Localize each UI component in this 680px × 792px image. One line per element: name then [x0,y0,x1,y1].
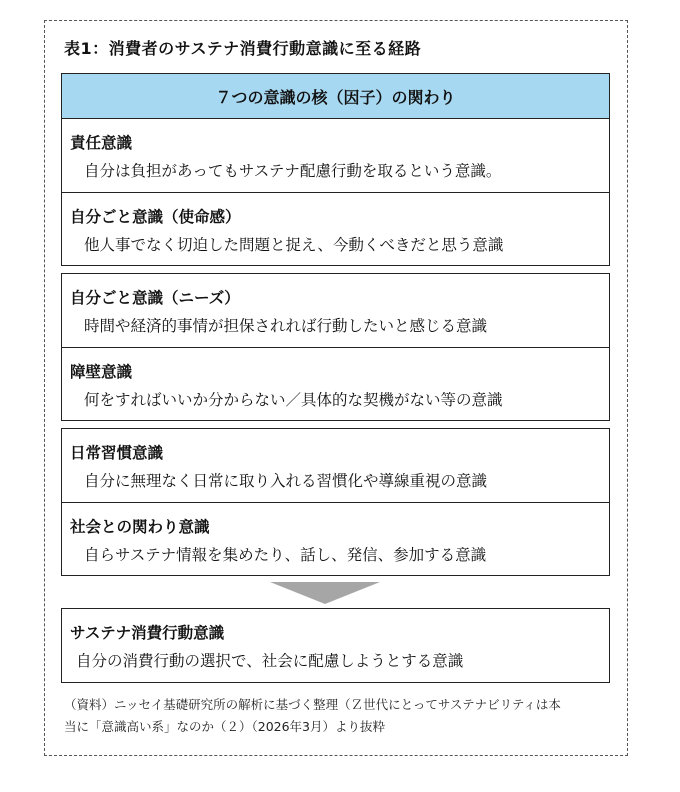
factor-description: 時間や経済的事情が担保されれば行動したいと感じる意識 [84,317,488,335]
figure-title: 表1：消費者のサステナ消費行動意識に至る経路 [64,39,422,58]
result-box [61,608,610,683]
factor-item [62,274,609,347]
factor-group-1 [61,118,610,266]
source-note [64,694,612,738]
factor-item [62,192,609,265]
factor-item [62,429,609,502]
factor-item [62,502,609,575]
factor-title: 自分ごと意識（ニーズ） [70,289,240,307]
factor-title: 日常習慣意識 [70,444,164,462]
factor-description: 自らサステナ情報を集めたり、話し、発信、参加する意識 [84,546,487,564]
factor-item [62,347,609,420]
result-title: サステナ消費行動意識 [70,624,225,642]
down-arrow-icon [270,582,380,604]
factor-title: 障壁意識 [70,363,133,381]
factor-group-2 [61,273,610,421]
factor-description: 他人事でなく切迫した問題と捉え、今動くべきだと思う意識 [84,236,504,254]
factor-description: 何をすればいいか分からない／具体的な契機がない等の意識 [84,391,503,409]
factor-group-3 [61,428,610,576]
factor-title: 自分ごと意識（使命感） [70,208,241,226]
factor-description: 自分は負担があってもサステナ配慮行動を取るという意識。 [84,162,502,180]
result-item [62,609,609,682]
factor-title: 責任意識 [70,134,133,152]
factor-description: 自分に無理なく日常に取り入れる習慣化や導線重視の意識 [84,472,488,490]
source-note-line: （資料）ニッセイ基礎研究所の解析に基づく整理（Ｚ世代にとってサステナビリティは本 [64,697,561,712]
source-note-line: 当に「意識高い系」なのか（２）（2026年3月）より抜粋 [64,719,386,734]
result-description: 自分の消費行動の選択で、社会に配慮しようとする意識 [76,652,464,670]
factor-item [62,119,609,192]
factor-title: 社会との関わり意識 [70,518,210,536]
factors-header: ７つの意識の核（因子）の関わり [61,73,610,119]
